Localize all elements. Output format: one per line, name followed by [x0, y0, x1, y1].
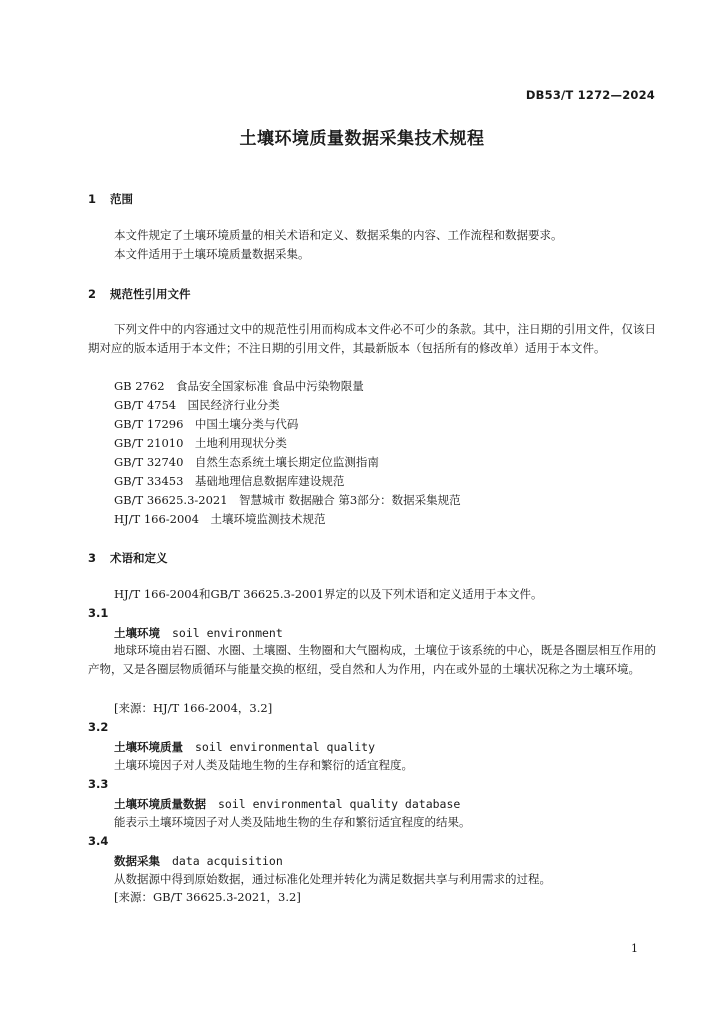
scope-line-1: 本文件规定了土壤环境质量的相关术语和定义、数据采集的内容、工作流程和数据要求。	[114, 228, 563, 242]
terms-intro: HJ/T 166-2004和GB/T 36625.3-2001界定的以及下列术语和定义适用于本文件。	[114, 587, 543, 601]
term-definition: 土壤环境因子对人类及陆地生物的生存和繁衍的适宜程度。	[114, 758, 413, 772]
term-source: [来源：GB/T 36625.3-2021，3.2]	[114, 890, 301, 904]
term-entry	[114, 796, 460, 812]
reference-item: HJ/T 166-2004 土壤环境监测技术规范	[114, 512, 326, 526]
term-zh: 土壤环境质量数据	[114, 797, 206, 811]
standard-code: DB53/T 1272—2024	[525, 88, 655, 102]
normative-intro: 下列文件中的内容通过文中的规范性引用而构成本文件必不可少的条款。其中，注日期的引用文件，仅该日期对应的版本适用于本文件；不注日期的引用文件，其最新版本（包括所有的修改单）适用于本文件。	[88, 322, 656, 355]
section-1-heading	[88, 191, 133, 207]
clause-number: 3.2	[88, 720, 109, 734]
reference-item: GB/T 17296 中国土壤分类与代码	[114, 417, 299, 431]
scope-line-2: 本文件适用于土壤环境质量数据采集。	[114, 247, 310, 261]
reference-item: GB/T 36625.3-2021 智慧城市 数据融合 第3部分：数据采集规范	[114, 493, 461, 507]
term-entry	[114, 853, 283, 869]
reference-item: GB 2762 食品安全国家标准 食品中污染物限量	[114, 379, 364, 393]
term-en: soil environmental quality	[195, 740, 376, 754]
term-en: data acquisition	[172, 854, 283, 868]
reference-item: GB/T 32740 自然生态系统土壤长期定位监测指南	[114, 455, 379, 469]
clause-number: 3.1	[88, 606, 109, 620]
section-number: 3	[88, 551, 97, 565]
section-title: 规范性引用文件	[110, 287, 191, 301]
term-definition: 地球环境由岩石圈、水圈、土壤圈、生物圈和大气圈构成，土壤位于该系统的中心，既是各圈层相互作用的产物，又是各圈层物质循环与能量交换的枢纽，受自然和人为作用，内在或外显的土壤状况称之为土壤环境。	[88, 643, 656, 676]
term-entry	[114, 625, 283, 641]
document-title: 土壤环境质量数据采集技术规程	[239, 129, 485, 149]
section-number: 2	[88, 287, 97, 301]
section-3-heading	[88, 550, 168, 566]
reference-item: GB/T 4754 国民经济行业分类	[114, 398, 280, 412]
section-2-heading	[88, 286, 191, 302]
term-definition: 能表示土壤环境因子对人类及陆地生物的生存和繁衍适宜程度的结果。	[114, 815, 471, 829]
term-zh: 数据采集	[114, 854, 160, 868]
term-definition: 从数据源中得到原始数据，通过标准化处理并转化为满足数据共享与利用需求的过程。	[114, 872, 551, 886]
reference-item: GB/T 21010 土地利用现状分类	[114, 436, 287, 450]
clause-number: 3.4	[88, 834, 109, 848]
reference-item: GB/T 33453 基础地理信息数据库建设规范	[114, 474, 345, 488]
term-en: soil environment	[172, 626, 283, 640]
section-title: 术语和定义	[110, 551, 168, 565]
term-source: [来源：HJ/T 166-2004，3.2]	[114, 701, 273, 715]
page-number: 1	[631, 942, 638, 955]
term-entry	[114, 739, 375, 755]
section-title: 范围	[110, 192, 133, 206]
clause-number: 3.3	[88, 777, 109, 791]
term-zh: 土壤环境质量	[114, 740, 183, 754]
section-number: 1	[88, 192, 97, 206]
term-en: soil environmental quality database	[218, 797, 461, 811]
term-zh: 土壤环境	[114, 626, 160, 640]
